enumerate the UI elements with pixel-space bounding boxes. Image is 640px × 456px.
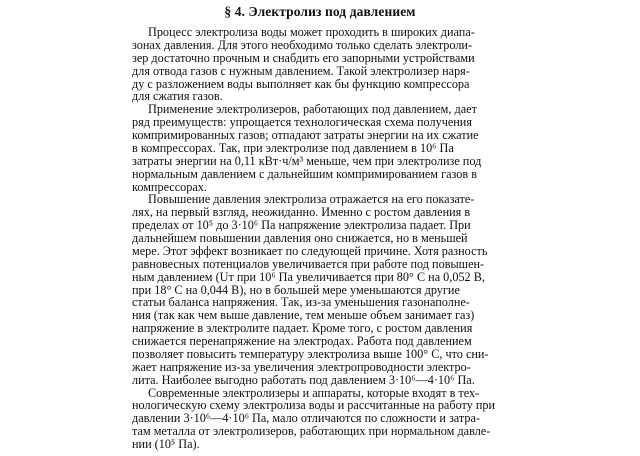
- text-line: Современные электролизеры и аппараты, которые входят в тех-: [148, 385, 480, 400]
- text-line: жает напряжение из-за увеличения электропроводности электро-: [132, 359, 471, 374]
- text-line: Процесс электролиза воды может проходить в широких диапа-: [148, 25, 475, 39]
- text-line: для отвода газов с нужным давлением. Такой электролизер наря-: [132, 63, 470, 78]
- text-line: лита. Наиболее выгодно работать под давлением 3·10⁶—4·10⁶ Па.: [132, 372, 475, 387]
- text-line: давлении 3·10⁶—4·10⁶ Па, мало отличаются по сложности и затра-: [132, 411, 480, 426]
- text-line: нологическую схему электролиза воды и рассчитанные на работу при: [132, 398, 496, 413]
- text-line: затраты энергии на 0,11 кВт·ч/м³ меньше, чем при электролизе под: [132, 153, 482, 168]
- text-line: мере. Этот эффект возникает по следующей причине. Хотя разность: [132, 243, 488, 258]
- text-line: пределах от 10⁵ до 3·10⁶ Па напряжение электролиза падает. При: [132, 218, 471, 233]
- text-line: позволяет повысить температуру электролиза выше 100° С, что сни-: [132, 346, 489, 361]
- text-line: компрессорах.: [132, 179, 207, 194]
- text-line: для сжатия газов.: [132, 89, 223, 104]
- text-line: ния (так как чем выше давление, тем меньше объем занимает газ): [132, 308, 475, 323]
- text-line: ным давлением (Uт при 10⁶ Па увеличивается при 80° С на 0,052 В,: [132, 269, 485, 284]
- text-line: в компрессорах. Так, при электролизе под давлением в 10⁶ Па: [132, 140, 454, 155]
- text-line: зер достаточно прочным и снабдить его запорными устройствами: [132, 50, 475, 65]
- text-line: равновесных потенциалов увеличивается при работе под повышен-: [132, 256, 485, 271]
- text-line: дальнейшем повышении давления оно снижается, но в меньшей: [132, 231, 468, 245]
- text-line: ду с разложением воды выполняет как бы функцию компрессора: [132, 76, 470, 91]
- text-line: при 18° С на 0,044 В), но в большей мере уменьшаются другие: [132, 282, 460, 297]
- text-line: ряд преимуществ: упрощается технологическая схема получения: [132, 115, 472, 130]
- text-line: Повышение давления электролиза отражается на его показате-: [148, 192, 475, 207]
- text-line: статьи баланса напряжения. Так, из-за уменьшения газонаполне-: [132, 295, 470, 310]
- text-line: снижается перенапряжение на электродах. Работа под давлением: [132, 334, 472, 348]
- text-line: зонах давления. Для этого необходимо только сделать электроли-: [132, 37, 473, 52]
- section-title: § 4. Электролиз под давлением: [224, 4, 416, 19]
- text-line: напряжение в электролите падает. Кроме того, с ростом давления: [132, 321, 473, 336]
- text-line: там металла от электролизеров, работающих при нормальном давле-: [132, 424, 491, 439]
- text-line: компримированных газов; отпадают затраты энергии на их сжатие: [132, 128, 479, 142]
- text-line: Применение электролизеров, работающих под давлением, дает: [148, 102, 477, 117]
- text-line: нии (10⁵ Па).: [132, 437, 200, 451]
- text-line: нормальным давлением с дальнейшим компримированием газов в: [132, 166, 477, 181]
- text-line: лях, на первый взгляд, неожиданно. Именно с ростом давления в: [132, 205, 471, 220]
